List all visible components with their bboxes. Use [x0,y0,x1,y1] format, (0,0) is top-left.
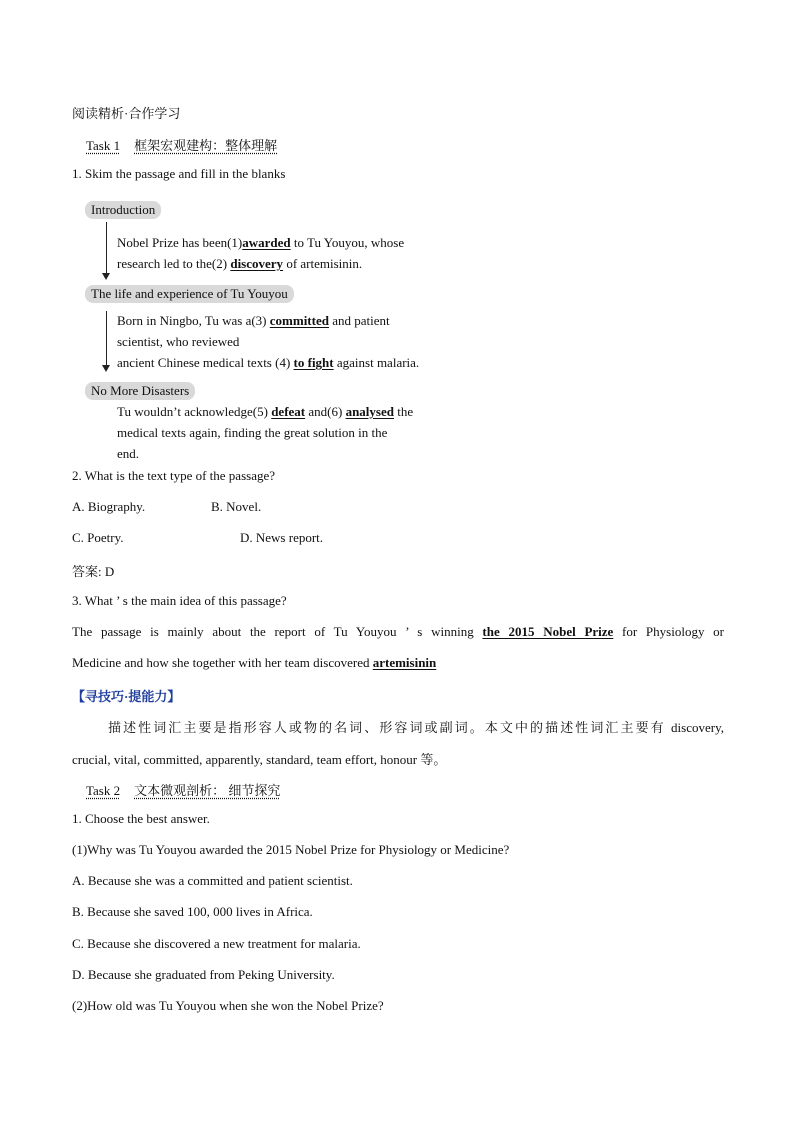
task2-heading [72,780,280,799]
section-title: 阅读精析·合作学习 [72,106,181,121]
flow-badge-no-more-disasters: No More Disasters [85,382,195,400]
blank-4-answer: to fight [293,355,334,370]
task2-q1: 1. Choose the best answer. [72,811,210,826]
task1-q2: 2. What is the text type of the passage? [72,468,276,483]
task1-heading [72,135,277,154]
task2-sub1-option-c: C. Because she discovered a new treatment for malaria. [72,936,361,951]
task1-q1: 1. Skim the passage and fill in the blanks [72,166,286,181]
task2-sub1-option-b: B. Because she saved 100, 000 lives in Africa. [72,904,313,919]
flow-badge-life: The life and experience of Tu Youyou [85,285,294,303]
blank-3-answer: committed [269,313,329,328]
blank-1-answer: awarded [242,235,291,250]
q2-option-b: B. Novel. [211,499,262,514]
task2-title: 文本微观剖析： 细节探究 [134,783,281,798]
task1-label: Task 1 [86,138,121,153]
task2-sub1-option-d: D. Because she graduated from Peking University. [72,967,335,982]
blank-5-answer: defeat [271,404,306,419]
q3-answer-line-2: Medicine and how she together with her team discovered artemisinin [72,655,437,670]
task1-q3: 3. What ’ s the main idea of this passage? [72,593,287,608]
task2-label: Task 2 [86,783,121,798]
task2-sub1-option-a: A. Because she was a committed and patient scientist. [72,873,353,888]
flow-arrow-1 [106,222,107,274]
flow-text-1: Nobel Prize has been(1)awarded to Tu Youyou, whose research led to the(2) discovery of artemisinin. [117,235,405,271]
q2-answer: 答案: D [72,564,115,579]
blank-6-answer: analysed [345,404,394,419]
tips-heading: 【寻技巧·提能力】 [72,689,181,704]
tips-line-2: crucial, vital, committed, apparently, standard, team effort, honour 等。 [72,752,447,767]
blank-2-answer: discovery [230,256,284,271]
q3-answer-line-1: The passage is mainly about the report of Tu Youyou ’ s winning the 2015 Nobel Prize for Physiology or [72,624,725,639]
flow-arrow-2 [106,311,107,366]
q3-answer-blank-2: artemisinin [372,655,437,670]
q3-answer-blank-1: the 2015 Nobel Prize [482,624,614,639]
task1-title: 框架宏观建构：整体理解 [134,138,278,153]
tips-line-1: 描述性词汇主要是指形容人或物的名词、形容词或副词。本文中的描述性词汇主要有 discovery, [108,720,724,735]
flow-badge-introduction: Introduction [85,201,161,219]
q2-option-d: D. News report. [240,530,324,545]
flow-text-3: Tu wouldn’t acknowledge(5) defeat and(6) analysed the medical texts again, finding the great solution in the end. [117,404,414,461]
q2-option-a: A. Biography. [72,499,146,514]
flow-text-2: Born in Ningbo, Tu was a(3) committed and patient scientist, who reviewed ancient Chinese medical texts (4) to fight against malaria. [117,313,420,370]
q2-option-c: C. Poetry. [72,530,124,545]
task2-sub1-question: (1)Why was Tu Youyou awarded the 2015 Nobel Prize for Physiology or Medicine? [72,842,510,857]
task2-sub2-question: (2)How old was Tu Youyou when she won the Nobel Prize? [72,998,384,1013]
